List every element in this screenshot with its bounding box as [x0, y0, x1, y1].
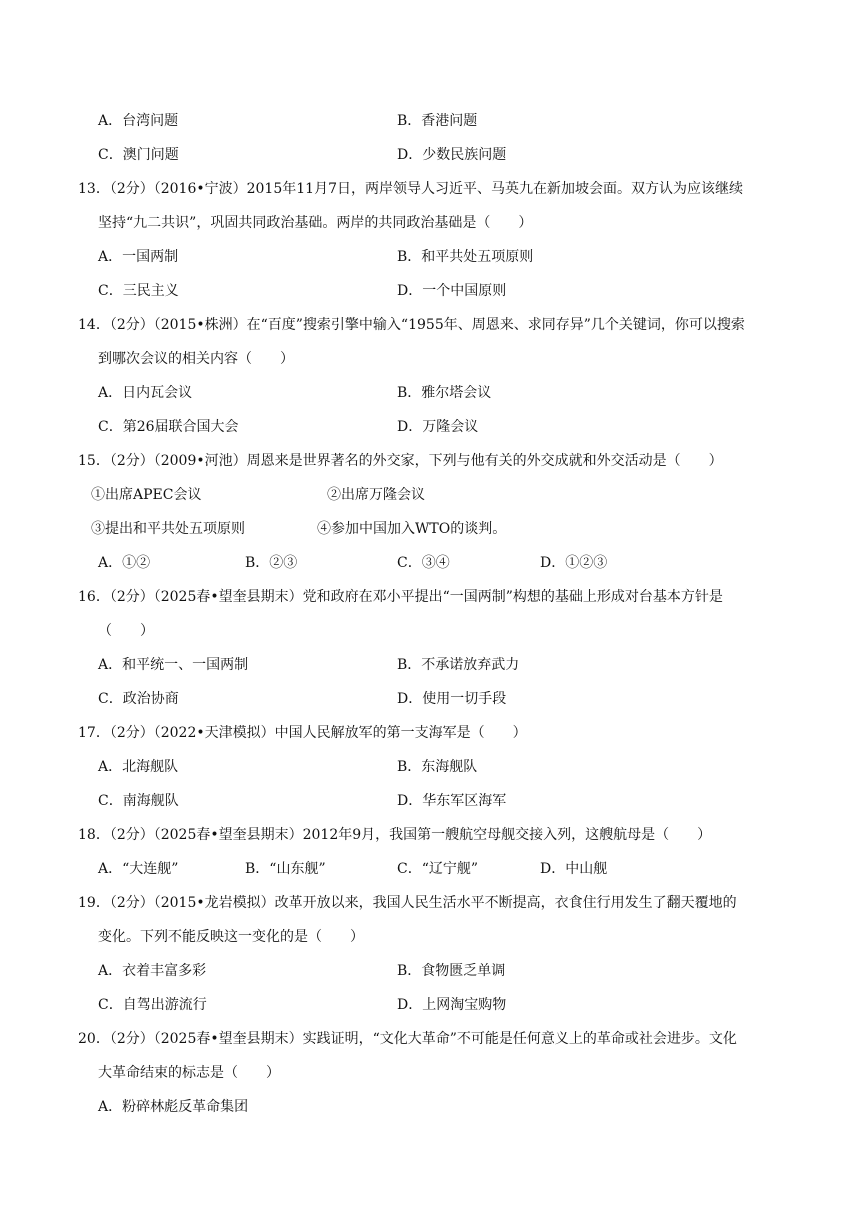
question-text-cont: 坚持“九二共识”，巩固共同政治基础。两岸的共同政治基础是（ ） — [98, 215, 533, 231]
question-text: （2分）（2022•天津模拟）中国人民解放军的第一支海军是（ ） — [109, 725, 527, 741]
option-d: D．上网淘宝购物 — [397, 997, 507, 1013]
option-d: D．少数民族问题 — [397, 147, 507, 163]
option-a: A．衣着丰富多彩 — [98, 963, 207, 979]
question-text: （2分）（2016•宁波）2015年11月7日，两岸领导人习近平、马英九在新加坡会面。双方认为应该继续 — [109, 181, 743, 197]
question-number: 20． — [78, 1031, 110, 1047]
question-text-cont: （ ） — [98, 623, 154, 639]
question-text: （2分）（2015•株洲）在“百度”搜索引擎中输入“1955年、周恩来、求同存异”几个关键词，你可以搜索 — [109, 317, 745, 333]
option-a: A．北海舰队 — [98, 759, 179, 775]
option-d: D．一个中国原则 — [397, 283, 507, 299]
question-number: 16． — [78, 589, 110, 605]
question-number: 19． — [78, 895, 110, 911]
option-c: C．三民主义 — [98, 283, 179, 299]
option-c: C．第26届联合国大会 — [98, 419, 239, 435]
question-number: 13． — [78, 181, 110, 197]
option-a: A．日内瓦会议 — [98, 385, 193, 401]
option-c: C．“辽宁舰” — [397, 861, 479, 877]
question-text-cont: 到哪次会议的相关内容（ ） — [98, 351, 294, 367]
option-b: B．“山东舰” — [245, 861, 326, 877]
question-text: （2分）（2009•河池）周恩来是世界著名的外交家，下列与他有关的外交成就和外交活动是（ ） — [109, 453, 723, 469]
question-15 — [78, 452, 723, 470]
question-14 — [78, 316, 745, 334]
question-20 — [78, 1030, 737, 1048]
option-a: A．①② — [98, 555, 151, 571]
option-b: B．东海舰队 — [397, 759, 478, 775]
question-number: 17． — [78, 725, 110, 741]
option-c: C．澳门问题 — [98, 147, 179, 163]
question-19 — [78, 894, 737, 912]
option-c: C．南海舰队 — [98, 793, 179, 809]
question-text-cont: 变化。下列不能反映这一变化的是（ ） — [98, 929, 364, 945]
option-a: A．一国两制 — [98, 249, 179, 265]
option-c: C．政治协商 — [98, 691, 179, 707]
option-a: A．粉碎林彪反革命集团 — [98, 1099, 249, 1115]
option-b: B．不承诺放弃武力 — [397, 657, 520, 673]
statement-2: ②出席万隆会议 — [327, 487, 425, 503]
option-b: B．食物匮乏单调 — [397, 963, 506, 979]
question-13 — [78, 180, 743, 198]
question-number: 14． — [78, 317, 110, 333]
statement-4: ④参加中国加入WTO的谈判。 — [317, 521, 507, 537]
option-b: B．②③ — [245, 555, 298, 571]
question-text-cont: 大革命结束的标志是（ ） — [98, 1065, 280, 1081]
question-text: （2分）（2015•龙岩模拟）改革开放以来，我国人民生活水平不断提高，衣食住行用发生了翻天覆地的 — [109, 895, 737, 911]
option-c: C．③④ — [397, 555, 450, 571]
question-text: （2分）（2025春•望奎县期末）2012年9月，我国第一艘航空母舰交接入列，这艘航母是（ ） — [109, 827, 712, 843]
question-17 — [78, 724, 527, 742]
question-text: （2分）（2025春•望奎县期末）党和政府在邓小平提出“一国两制”构想的基础上形成对台基本方针是 — [109, 589, 723, 605]
option-d: D．中山舰 — [540, 861, 608, 877]
statement-1: ①出席APEC会议 — [91, 487, 202, 503]
option-b: B．和平共处五项原则 — [397, 249, 534, 265]
option-d: D．万隆会议 — [397, 419, 479, 435]
option-a: A．台湾问题 — [98, 113, 179, 129]
option-d: D．华东军区海军 — [397, 793, 507, 809]
option-b: B．香港问题 — [397, 113, 478, 129]
option-a: A．和平统一、一国两制 — [98, 657, 249, 673]
question-number: 18． — [78, 827, 110, 843]
question-text: （2分）（2025春•望奎县期末）实践证明，“文化大革命”不可能是任何意义上的革命或社会进步。文化 — [109, 1031, 737, 1047]
question-number: 15． — [78, 453, 110, 469]
option-d: D．①②③ — [540, 555, 608, 571]
question-18 — [78, 826, 711, 844]
statement-3: ③提出和平共处五项原则 — [91, 521, 245, 537]
question-16 — [78, 588, 723, 606]
option-b: B．雅尔塔会议 — [397, 385, 492, 401]
option-c: C．自驾出游流行 — [98, 997, 207, 1013]
option-a: A．“大连舰” — [98, 861, 179, 877]
option-d: D．使用一切手段 — [397, 691, 507, 707]
